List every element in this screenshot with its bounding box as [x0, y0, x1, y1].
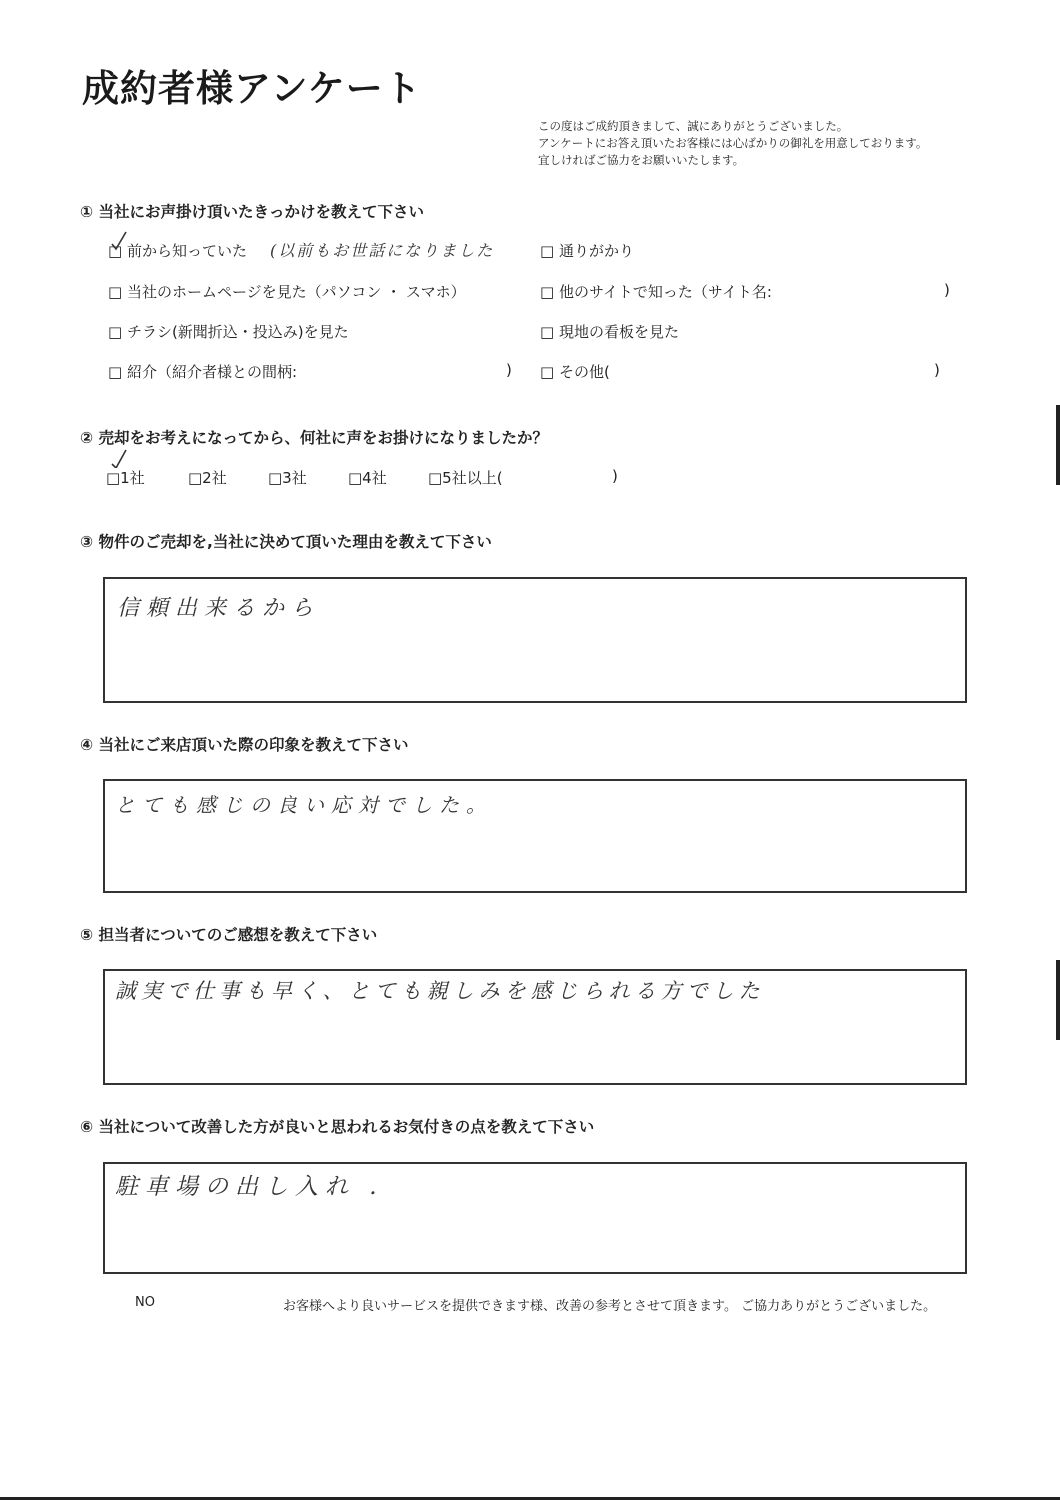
intro-line: アンケートにお答え頂いたお客様には心ばかりの御礼を用意しております。	[538, 136, 928, 150]
question-6-label: ⑥ 当社について改善した方が良いと思われるお気付きの点を教えて下さい	[80, 1118, 595, 1136]
intro-line: この度はご成約頂きまして、誠にありがとうございました。	[538, 119, 849, 133]
question-4-label: ④ 当社にご来店頂いた際の印象を教えて下さい	[80, 736, 409, 754]
option-signboard[interactable]: □ 現地の看板を見た	[540, 323, 679, 341]
option-5-plus-companies[interactable]: □5社以上(	[428, 469, 503, 487]
question-5-label: ⑤ 担当者についてのご感想を教えて下さい	[80, 926, 378, 944]
option-known-before[interactable]: □ 前から知っていた	[108, 242, 247, 260]
answer-4-text: とても感じの良い応対でした。	[115, 793, 493, 817]
answer-box-4[interactable]	[103, 779, 967, 893]
intro-line: 宜しければご協力をお願いいたします。	[538, 153, 745, 167]
other-site-close-paren: )	[944, 281, 950, 299]
answer-box-3[interactable]	[103, 577, 967, 703]
answer-6-text: 駐車場の出し入れ .	[115, 1174, 384, 1200]
footer-message: お客様へより良いサービスを提供できます様、改善の参考とさせて頂きます。 ご協力ありがとうございました。	[283, 1299, 937, 1314]
option-passing-by[interactable]: □ 通りがかり	[540, 242, 634, 260]
checkmark-icon	[110, 230, 128, 252]
option-homepage[interactable]: □ 当社のホームページを見た（パソコン ・ スマホ）	[108, 283, 466, 301]
option-3-companies[interactable]: □3社	[268, 469, 307, 487]
option-4-companies[interactable]: □4社	[348, 469, 387, 487]
question-1-label: ① 当社にお声掛け頂いたきっかけを教えて下さい	[80, 203, 425, 221]
referral-close-paren: )	[506, 361, 512, 379]
checkmark-icon	[110, 446, 128, 468]
form-number-label: NO	[135, 1295, 155, 1310]
page-title: 成約者様アンケート	[82, 67, 422, 110]
answer-box-5[interactable]	[103, 969, 967, 1085]
option-1-company[interactable]: □1社	[106, 469, 145, 487]
option-other-site[interactable]: □ 他のサイトで知った（サイト名:	[540, 283, 772, 301]
option-referral[interactable]: □ 紹介（紹介者様との間柄:	[108, 363, 297, 381]
intro-text	[538, 118, 927, 169]
answer-box-6[interactable]	[103, 1162, 967, 1274]
question-2-label: ② 売却をお考えになってから、何社に声をお掛けになりましたか？	[80, 429, 549, 447]
scan-right-edge-mark	[1056, 960, 1060, 1040]
five-plus-close-paren: )	[612, 467, 618, 485]
other-close-paren: )	[934, 361, 940, 379]
question-3-label: ③ 物件のご売却を,当社に決めて頂いた理由を教えて下さい	[80, 533, 492, 551]
answer-3-text: 信頼出来るから	[117, 596, 321, 621]
option-flyer[interactable]: □ チラシ(新聞折込・投込み)を見た	[108, 323, 349, 341]
option-2-companies[interactable]: □2社	[188, 469, 227, 487]
answer-5-text: 誠実で仕事も早く、とても親しみを感じられる方でした	[115, 979, 765, 1003]
handwritten-note: (以前もお世話になりました	[270, 241, 495, 260]
scan-right-edge-mark	[1056, 405, 1060, 485]
option-other[interactable]: □ その他(	[540, 363, 610, 381]
